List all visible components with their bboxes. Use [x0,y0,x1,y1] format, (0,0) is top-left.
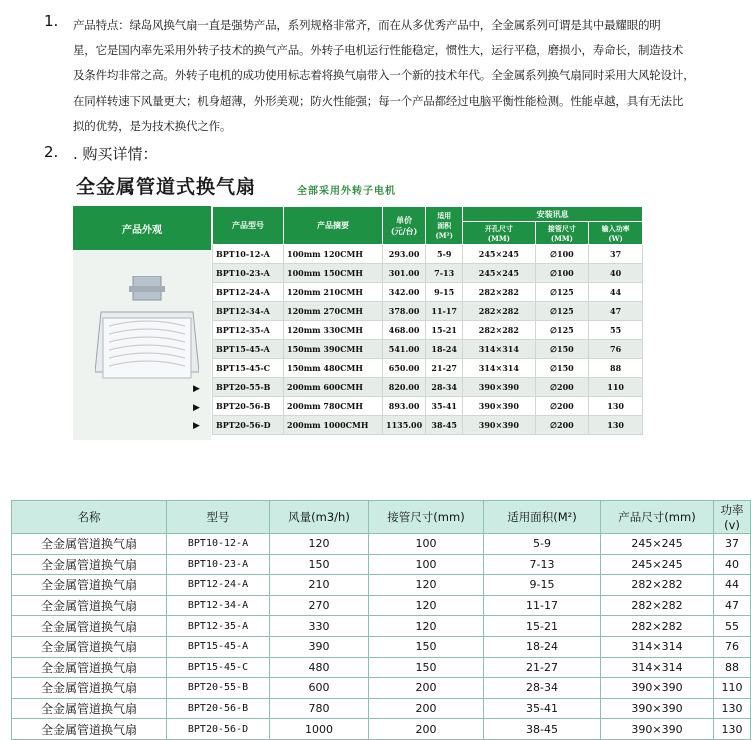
cell-pipe-size: 200 [369,678,484,699]
cell-model: BPT12-35-A [167,616,270,637]
catalog-row [213,302,643,321]
catalog-row [213,245,643,264]
cell-power: 37 [714,534,751,555]
catalog-header-pipe: 接管尺寸 (MM) [535,222,589,245]
cell-area: 21-27 [484,657,601,678]
catalog-cell-summary: 150mm 480CMH [284,359,383,378]
catalog-header-power: 输入功率 (W) [589,222,643,245]
catalog-cell-summary: 120mm 270CMH [284,302,383,321]
catalog-cell-power: 40 [589,264,643,283]
header-power: 功率(v) [714,501,751,534]
cell-pipe-size: 120 [369,616,484,637]
catalog-cell-power: 110 [589,378,643,397]
catalog-cell-area: 28-34 [426,378,463,397]
paragraph-line: 在同样转速下风量更大；机身超薄，外形美观；防火性能强；每一个产品都经过电脑平衡性能检测。性能卓越，具有无法比 [73,93,684,108]
catalog-cell-model: BPT12-35-A [213,321,284,340]
cell-pipe-size: 200 [369,698,484,719]
cell-pipe-size: 150 [369,636,484,657]
catalog-cell-price: 650.00 [383,359,426,378]
cell-product-size: 282×282 [601,575,714,596]
table-row [12,534,751,555]
cell-pipe-size: 120 [369,595,484,616]
catalog-header-price: 单价 (元/台) [383,207,426,245]
catalog-cell-power: 130 [589,397,643,416]
header-model: 型号 [167,501,270,534]
catalog-row [213,416,643,435]
catalog-cell-hole: 390×390 [463,378,535,397]
paragraph-line: 产品特点：绿岛风换气扇一直是强势产品，系列规格非常齐，而在从多优秀产品中，全金属系列可谓是其中最耀眼的明 [73,18,661,32]
catalog-cell-area: 7-13 [426,264,463,283]
cell-name: 全金属管道换气扇 [12,616,167,637]
catalog-cell-hole: 314×314 [463,359,535,378]
catalog-cell-summary: 120mm 330CMH [284,321,383,340]
cell-name: 全金属管道换气扇 [12,595,167,616]
cell-pipe-size: 150 [369,657,484,678]
paragraph-line: 星，它是国内率先采用外转子技术的换气产品。外转子电机运行性能稳定，惯性大，运行平稳，磨损小，寿命长，制造技术 [73,43,684,58]
catalog-cell-model: BPT10-23-A [213,264,284,283]
cell-airflow: 780 [270,698,369,719]
catalog-cell-pipe: ∅150 [535,359,589,378]
catalog-cell-power: 130 [589,416,643,435]
paragraph-line: 及条件均非常之高。外转子电机的成功使用标志着将换气扇带入一个新的技术年代。全金属系列换气扇同时采用大风轮设计， [73,68,695,83]
table-row [12,595,751,616]
catalog-cell-model: BPT15-45-A [213,340,284,359]
cell-model: BPT15-45-A [167,636,270,657]
cell-name: 全金属管道换气扇 [12,534,167,555]
cell-model: BPT12-34-A [167,595,270,616]
product-image-panel [73,206,211,440]
catalog-cell-pipe: ∅125 [535,302,589,321]
purchase-details-heading: . 购买详情： [73,145,158,163]
catalog-cell-hole: 282×282 [463,321,535,340]
catalog-cell-pipe: ∅200 [535,378,589,397]
catalog-cell-power: 76 [589,340,643,359]
cell-pipe-size: 120 [369,575,484,596]
cell-airflow: 480 [270,657,369,678]
cell-pipe-size: 200 [369,719,484,740]
arrow-icon: ▶ [193,384,200,394]
catalog-row [213,283,643,302]
cell-product-size: 314×314 [601,657,714,678]
cell-name: 全金属管道换气扇 [12,636,167,657]
catalog-cell-model: BPT15-45-C [213,359,284,378]
catalog-cell-area: 18-24 [426,340,463,359]
catalog-cell-hole: 245×245 [463,245,535,264]
cell-airflow: 120 [270,534,369,555]
cell-power: 55 [714,616,751,637]
cell-airflow: 390 [270,636,369,657]
cell-pipe-size: 100 [369,554,484,575]
catalog-cell-area: 15-21 [426,321,463,340]
header-airflow: 风量(m3/h) [270,501,369,534]
header-pipe-size: 接管尺寸(mm) [369,501,484,534]
catalog-cell-power: 44 [589,283,643,302]
cell-airflow: 270 [270,595,369,616]
cell-area: 9-15 [484,575,601,596]
table-row [12,575,751,596]
catalog-cell-hole: 390×390 [463,397,535,416]
cell-model: BPT20-56-B [167,698,270,719]
catalog-cell-pipe: ∅100 [535,245,589,264]
cell-name: 全金属管道换气扇 [12,657,167,678]
paragraph-line: 拟的优势，是为技术换代之作。 [73,118,232,133]
catalog-cell-price: 541.00 [383,340,426,359]
cell-power: 44 [714,575,751,596]
catalog-cell-pipe: ∅100 [535,264,589,283]
cell-name: 全金属管道换气扇 [12,719,167,740]
catalog-subtitle: 全部采用外转子电机 [297,186,396,197]
catalog-cell-area: 11-17 [426,302,463,321]
cell-product-size: 245×245 [601,554,714,575]
spec-table-header-row [12,501,751,534]
catalog-cell-summary: 100mm 120CMH [284,245,383,264]
catalog-cell-summary: 150mm 390CMH [284,340,383,359]
catalog-header-area: 适用 面积 (M²) [426,207,463,245]
catalog-table [212,206,643,435]
catalog-cell-price: 820.00 [383,378,426,397]
arrow-icon: ▶ [193,421,200,431]
catalog-cell-area: 35-41 [426,397,463,416]
catalog-cell-power: 55 [589,321,643,340]
cell-product-size: 282×282 [601,616,714,637]
cell-airflow: 150 [270,554,369,575]
cell-area: 5-9 [484,534,601,555]
catalog-header-summary: 产品摘要 [284,207,383,245]
catalog-cell-area: 9-15 [426,283,463,302]
catalog-cell-price: 893.00 [383,397,426,416]
catalog-cell-price: 342.00 [383,283,426,302]
catalog-row [213,321,643,340]
catalog-cell-model: BPT20-56-B [213,397,284,416]
catalog-cell-pipe: ∅125 [535,283,589,302]
catalog-cell-pipe: ∅200 [535,397,589,416]
catalog-row [213,340,643,359]
catalog-cell-summary: 200mm 1000CMH [284,416,383,435]
catalog-cell-price: 468.00 [383,321,426,340]
cell-name: 全金属管道换气扇 [12,678,167,699]
catalog-cell-summary: 200mm 600CMH [284,378,383,397]
arrow-icon: ▶ [193,402,200,413]
cell-airflow: 1000 [270,719,369,740]
cell-model: BPT10-23-A [167,554,270,575]
cell-airflow: 600 [270,678,369,699]
cell-airflow: 330 [270,616,369,637]
cell-pipe-size: 100 [369,534,484,555]
table-row [12,616,751,637]
cell-product-size: 314×314 [601,636,714,657]
table-row [12,657,751,678]
highlight-arrows [193,380,205,436]
catalog-header-hole: 开孔尺寸 (MM) [463,222,535,245]
catalog-cell-power: 88 [589,359,643,378]
cell-power: 47 [714,595,751,616]
catalog-header-model: 产品型号 [213,207,284,245]
cell-area: 18-24 [484,636,601,657]
catalog-cell-area: 21-27 [426,359,463,378]
table-row [12,719,751,740]
product-image-header: 产品外观 [73,206,211,250]
catalog-cell-model: BPT20-55-B [213,378,284,397]
cell-product-size: 245×245 [601,534,714,555]
catalog-cell-hole: 282×282 [463,283,535,302]
cell-area: 38-45 [484,719,601,740]
section-2-number: 2. [44,143,59,161]
cell-model: BPT20-55-B [167,678,270,699]
cell-area: 35-41 [484,698,601,719]
catalog-cell-area: 38-45 [426,416,463,435]
cell-area: 28-34 [484,678,601,699]
cell-product-size: 282×282 [601,595,714,616]
cell-power: 130 [714,698,751,719]
catalog-title: 全金属管道式换气扇 [76,176,257,198]
cell-power: 130 [714,719,751,740]
cell-area: 7-13 [484,554,601,575]
catalog-cell-hole: 314×314 [463,340,535,359]
catalog-cell-power: 37 [589,245,643,264]
catalog-cell-model: BPT12-24-A [213,283,284,302]
cell-product-size: 390×390 [601,698,714,719]
catalog-cell-pipe: ∅150 [535,340,589,359]
catalog-cell-price: 293.00 [383,245,426,264]
catalog-cell-price: 301.00 [383,264,426,283]
cell-area: 11-17 [484,595,601,616]
table-row [12,678,751,699]
catalog-cell-model: BPT20-56-D [213,416,284,435]
cell-model: BPT12-24-A [167,575,270,596]
cell-name: 全金属管道换气扇 [12,554,167,575]
cell-power: 110 [714,678,751,699]
catalog-cell-hole: 245×245 [463,264,535,283]
catalog-cell-model: BPT10-12-A [213,245,284,264]
catalog-cell-summary: 100mm 150CMH [284,264,383,283]
catalog-row [213,378,643,397]
cell-model: BPT10-12-A [167,534,270,555]
cell-power: 40 [714,554,751,575]
table-row [12,554,751,575]
header-name: 名称 [12,501,167,534]
catalog-cell-area: 5-9 [426,245,463,264]
cell-product-size: 390×390 [601,678,714,699]
cell-power: 88 [714,657,751,678]
cell-model: BPT20-56-D [167,719,270,740]
table-row [12,636,751,657]
cell-name: 全金属管道换气扇 [12,698,167,719]
spec-table [11,500,751,740]
catalog-cell-hole: 390×390 [463,416,535,435]
catalog-cell-summary: 120mm 210CMH [284,283,383,302]
catalog-row [213,264,643,283]
cell-name: 全金属管道换气扇 [12,575,167,596]
catalog-row [213,359,643,378]
catalog-cell-power: 47 [589,302,643,321]
product-features-paragraph [73,13,713,139]
table-row [12,698,751,719]
cell-airflow: 210 [270,575,369,596]
catalog-header-install: 安装讯息 [463,207,643,222]
cell-product-size: 390×390 [601,719,714,740]
catalog-cell-model: BPT12-34-A [213,302,284,321]
ventilation-fan-icon [95,276,199,386]
header-area: 适用面积(M²) [484,501,601,534]
header-product-size: 产品尺寸(mm) [601,501,714,534]
catalog-cell-price: 378.00 [383,302,426,321]
catalog-row [213,397,643,416]
catalog-cell-pipe: ∅125 [535,321,589,340]
section-1-number: 1. [44,12,59,30]
cell-area: 15-21 [484,616,601,637]
cell-model: BPT15-45-C [167,657,270,678]
catalog-cell-hole: 282×282 [463,302,535,321]
product-catalog-image [73,172,643,440]
catalog-cell-pipe: ∅200 [535,416,589,435]
cell-power: 76 [714,636,751,657]
catalog-cell-summary: 200mm 780CMH [284,397,383,416]
catalog-cell-price: 1135.00 [383,416,426,435]
